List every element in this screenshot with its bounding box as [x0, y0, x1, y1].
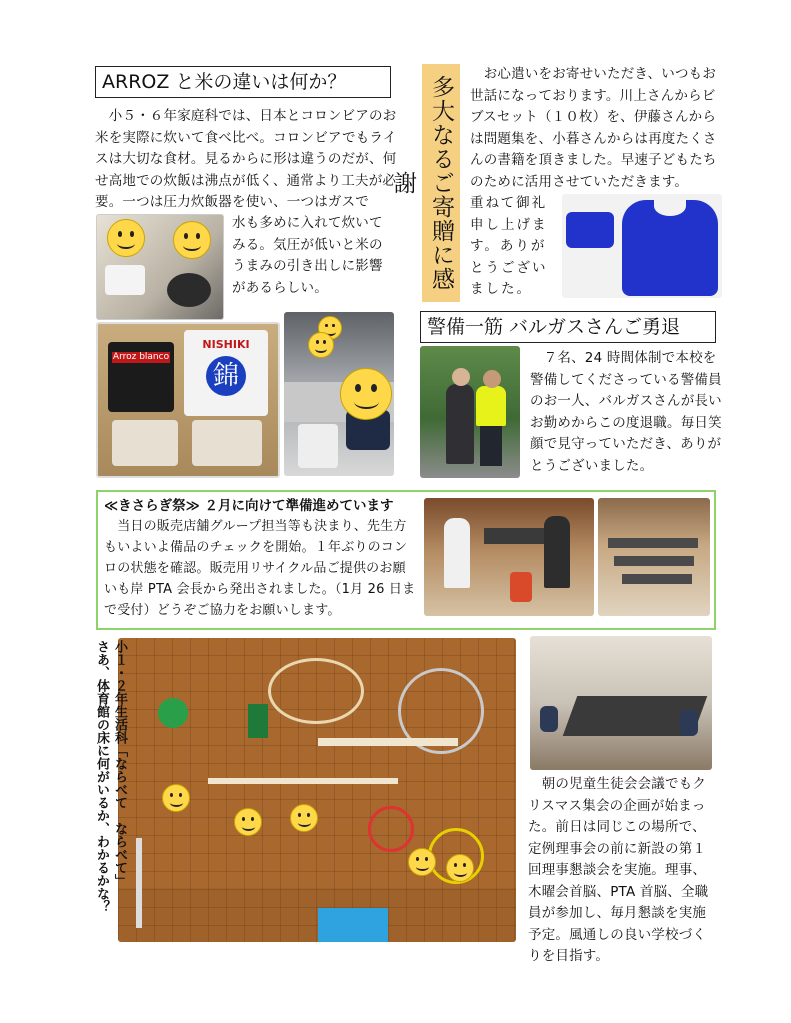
nishiki-bag-kanji: 錦: [206, 356, 246, 396]
gym-floor-photo: [118, 638, 516, 942]
cooking-photo: [96, 214, 224, 320]
floor-caption-2: さあ、体育館の床に何がいるか、わかるかな？: [94, 640, 109, 913]
festival-body: 当日の販売店舗グループ担当等も決まり、先生方もいよいよ備品のチェックを開始。１年ぶりのコンロの状態を確認。販売用リサイクル品ご提供のお願いも岸 PTA 会長から発出されました。（1月 26 日まで受付）どうぞご協力をお願いします。: [104, 519, 416, 618]
rice-bags-photo: [96, 322, 280, 478]
festival-heading: ≪きさらぎ祭≫ ２月に向けて準備進めています: [104, 498, 394, 514]
festival-photo-1: [424, 498, 594, 616]
floor-caption-1: 小１・２年生活科「ならべて ならべて」: [112, 640, 127, 887]
face-cover-icon: [446, 854, 474, 882]
thanks-body: お心遣いをお寄せいただき、いつもお世話になっております。川上さんからビブスセット（１０枚）を、伊藤さんからは問題集を、小暮さんからは再度たくさんの書籍を頂きました。早速子どもたちのために活用させていただきます。: [470, 66, 717, 190]
guard-photo: [420, 346, 520, 478]
council-photo: [530, 636, 712, 770]
arroz-body: 小５・６年家庭科では、日本とコロンビアのお米を実際に炊いて食べ比べ。コロンビアでもライスは大切な食材。見るからに形は違うのだが、何せ高地での炊飯は沸点が低く、通常より工夫が必要。一つは圧力炊飯器を使い、一つはガスで: [95, 108, 397, 210]
guard-title: 警備一筋 バルガスさんご勇退: [420, 311, 716, 343]
face-cover-icon: [408, 848, 436, 876]
festival-photo-2: [598, 498, 710, 616]
face-cover-icon: [162, 784, 190, 812]
guard-body: ７名、24 時間体制で本校を警備してくださっている警備員のお一人、バルガスさんが長いお勤めからこの度退職。毎日笑顔で見守っていただき、ありがとうございました。: [530, 350, 722, 474]
sink-photo: [284, 312, 394, 476]
nishiki-bag-label: NISHIKI: [202, 338, 250, 351]
face-cover-icon: [173, 221, 211, 259]
arroz-title: ARROZ と米の違いは何か？: [95, 66, 391, 98]
face-cover-icon: [234, 808, 262, 836]
bibs-photo: [562, 194, 722, 298]
arroz-body-side: 水も多めに入れて炊いてみる。気圧が低いと米のうまみの引き出しに影響があるらしい。: [232, 215, 383, 296]
face-cover-icon: [107, 219, 145, 257]
council-body: 朝の児童生徒会会議でもクリスマス集会の企画が始まった。前日は同じこの場所で、定例理事会の前に新設の第１回理事懇談会を実施。理事、木曜会首脳、PTA 首脳、全職員が参加し、毎月懇談を実施予定。風通しの良い学校づくりを目指す。: [528, 776, 709, 964]
face-cover-icon: [340, 368, 392, 420]
face-cover-icon: [308, 332, 334, 358]
thanks-vertical-title: 多大なるご寄贈に感謝: [422, 64, 460, 302]
face-cover-icon: [290, 804, 318, 832]
arroz-bag-label: Arroz blanco: [112, 352, 170, 362]
thanks-body-side: 重ねて御礼申し上げます。ありがとうございました。: [470, 195, 548, 297]
